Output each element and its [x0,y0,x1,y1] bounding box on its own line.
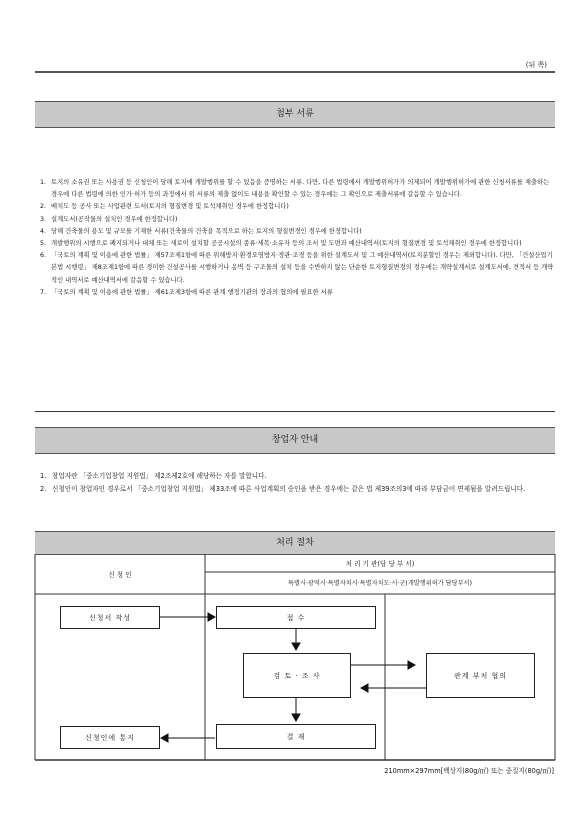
attachments-title: 첨부 서류 [276,109,314,119]
step-decide: 결 재 [216,724,376,749]
paper-spec-footer: 210mm×297mm[백상지(80g/㎡) 또는 중질지(80g/㎡)] [384,767,554,775]
step-receive: 접 수 [216,606,376,629]
list-item: 2. 배치도 등 공사 또는 사업관련 도서(토지의 형질변경 및 토석채취인 경우에 한정합니다) [40,203,289,211]
agency-column-subheader: 특별시·광역시·특별자치시·특별자치도·시·군(개발행위허가 담당부서) [288,580,472,587]
list-item: 7. 「국토의 계획 및 이용에 관한 법률」 제61조제3항에 따른 관계 행정기관의 장과의 협의에 필요한 서류 [40,288,333,296]
step-write-application: 신청서 작성 [60,606,160,629]
list-item: 1. 창업자란 「중소기업창업 지원법」 제2조제2호에 해당하는 자를 말합니다. [40,472,267,480]
step-review: 검 토 · 조 사 [243,653,351,698]
step-notify-applicant: 신청인에 통지 [60,726,160,749]
list-item: 3. 설계도서(공작물의 설치인 경우에 한정합니다) [40,215,178,223]
procedure-title: 처리 절차 [276,538,314,548]
list-item: 4. 당해 건축물의 용도 및 규모를 기재한 서류(건축물의 건축을 목적으로 하는 토지의 형질변경인 경우에 한정합니다) [40,227,362,235]
agency-column-header: 처 리 기 관(담 당 부 서) [345,560,415,568]
founder-title: 창업자 안내 [271,435,319,445]
list-item: 1. 토지의 소유권 또는 사용권 등 신청인이 당해 토지에 개발행위를 할 수 있음을 증명하는 서류. 다만, 다른 법령에서 개발행위허가가 의제되어 개발행위허가에 관한 신청서류를 제출하는 경우에 다른 법령에 의한 인가·허가 등의 과정에서 위 서류의 제출 없이도 내용을 확인할 수 있는 경우에는 그 확인으로 제출서류에 갈음할 수 있습니다. [40,179,550,199]
page-label: (뒤 쪽) [525,61,547,69]
applicant-column-header: 신 청 인 [108,571,132,579]
list-item: 5. 개발행위의 시행으로 폐지되거나 대체 또는 새로이 설치할 공공시설의 종류·세목·소유자 등의 조서 및 도면과 예산내역서(토지의 형질변경 및 토석채취인 경우에 한정합니다) [40,240,522,248]
list-item: 2. 신청인이 창업자인 경우로서 「중소기업창업 지원법」 제33조에 따른 사업계획의 승인을 받은 경우에는 같은 법 제39조의3에 따라 부담금이 면제됨을 알려드립니다. [40,485,526,493]
list-item: 6. 「국토의 계획 및 이용에 관한 법률」 제57조제1항에 따른 위해방지·환경오염방지·경관·조경 등을 위한 설계도서 및 그 예산내역서(토지분할인 경우는 제외합니다). 다만, 「건설산업기본법 시행령」 제8조제1항에 따른 경미한 건설공사를 시행하거나 옹벽 등 구조물의 설치 등을 수반하지 않는 단순한 토지형질변경의 경우에는 개략설계서로 설계도서에, 견적서 등 개략적인 내역서로 예산내역서에 갈음할 수 있습니다. [40,252,554,284]
step-consult: 관계 부처 협의 [426,653,535,698]
